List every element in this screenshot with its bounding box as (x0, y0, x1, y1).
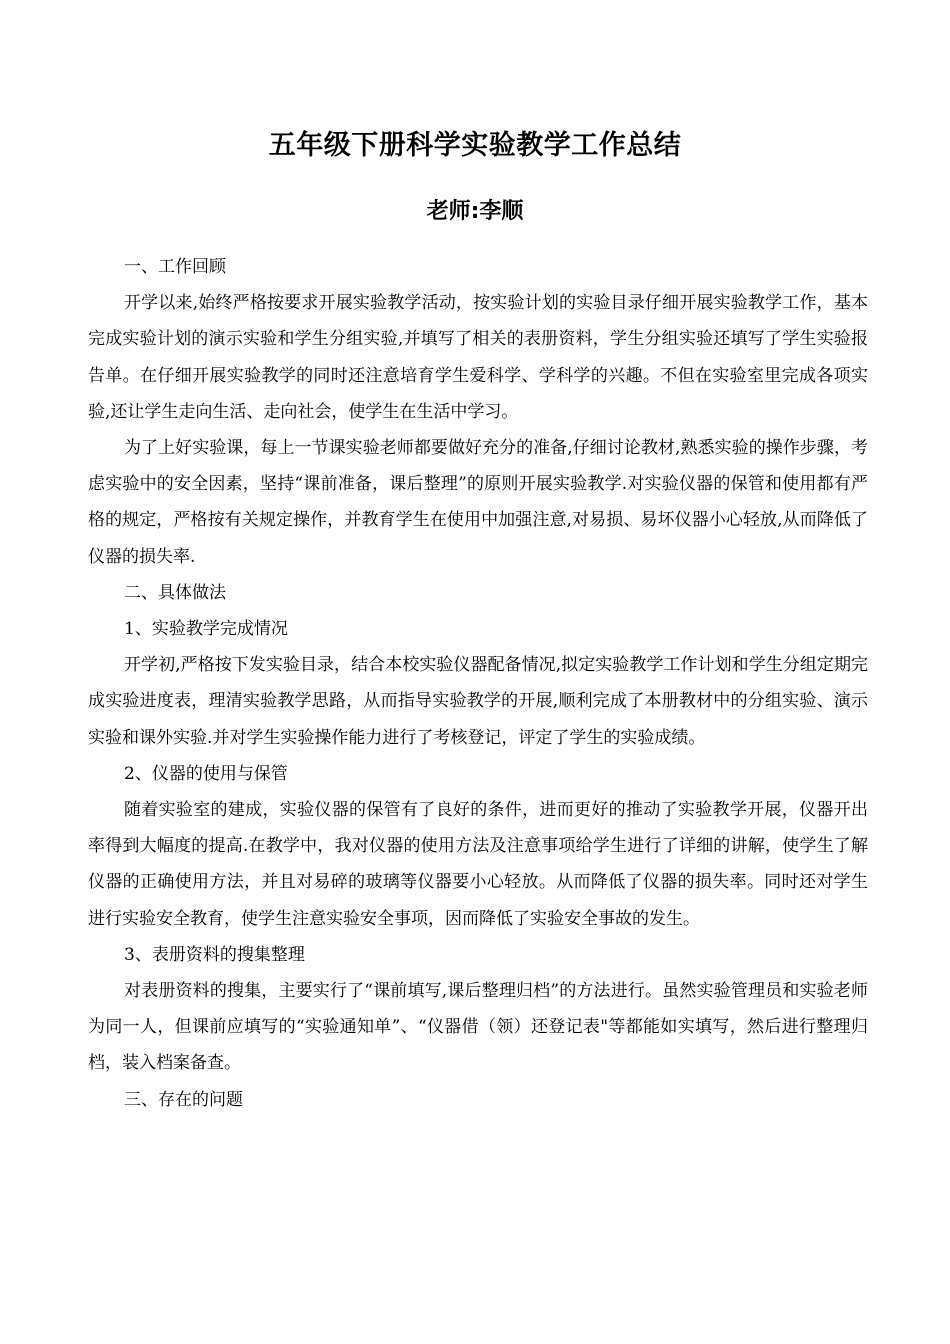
document-author: 老师:李顺 (426, 199, 524, 224)
section-heading-review: 一、工作回顾 (124, 257, 226, 277)
subheading-records: 3、表册资料的搜集整理 (124, 944, 305, 965)
paragraph-review-2: 为了上好实验课，每上一节课实验老师都要做好充分的准备,仔细讨论教材,熟悉实验的操作步骤，考虑实验中的安全因素，坚持“课前准备，课后整理”的原则开展实验教学.对实验仪器的保管和使用都有严格的规定，严格按有关规定操作，并教育学生在使用中加强注意,对易损、易坏仪器小心轻放,从而降低了仪器的损失率. (88, 438, 868, 567)
document-body (88, 249, 868, 1118)
document-title: 五年级下册科学实验教学工作总结 (268, 130, 682, 161)
paragraph-records: 对表册资料的搜集，主要实行了“课前填写,课后整理归档”的方法进行。虽然实验管理员和实验老师为同一人，但课前应填写的“实验通知单”、“仪器借（领）还登记表"等都能如实填写，然后进行整理归档，装入档案备查。 (88, 981, 868, 1074)
subheading-instruments: 2、仪器的使用与保管 (124, 763, 288, 784)
section-heading-problems: 三、存在的问题 (124, 1089, 243, 1110)
subheading-completion: 1、实验教学完成情况 (124, 619, 288, 640)
paragraph-instruments: 随着实验室的建成，实验仪器的保管有了良好的条件，进而更好的推动了实验教学开展，仪器开出率得到大幅度的提高.在教学中，我对仪器的使用方法及注意事项给学生进行了详细的讲解，使学生了解仪器的正确使用方法，并且对易碎的玻璃等仪器要小心轻放。从而降低了仪器的损失率。同时还对学生进行实验安全教育，使学生注意实验安全事项，因而降低了实验安全事故的发生。 (88, 800, 868, 929)
paragraph-completion: 开学初,严格按下发实验目录，结合本校实验仪器配备情况,拟定实验教学工作计划和学生分组定期完成实验进度表，理清实验教学思路，从而指导实验教学的开展,顺利完成了本册教材中的分组实验、演示实验和课外实验.并对学生实验操作能力进行了考核登记，评定了学生的实验成绩。 (88, 655, 868, 748)
section-heading-methods: 二、具体做法 (124, 582, 226, 603)
paragraph-review-1: 开学以来,始终严格按要求开展实验教学活动，按实验计划的实验目录仔细开展实验教学工作，基本完成实验计划的演示实验和学生分组实验,并填写了相关的表册资料，学生分组实验还填写了学生实验报告单。在仔细开展实验教学的同时还注意培育学生爱科学、学科学的兴趣。不但在实验室里完成各项实验,还让学生走向生活、走向社会，使学生在生活中学习。 (88, 293, 868, 422)
